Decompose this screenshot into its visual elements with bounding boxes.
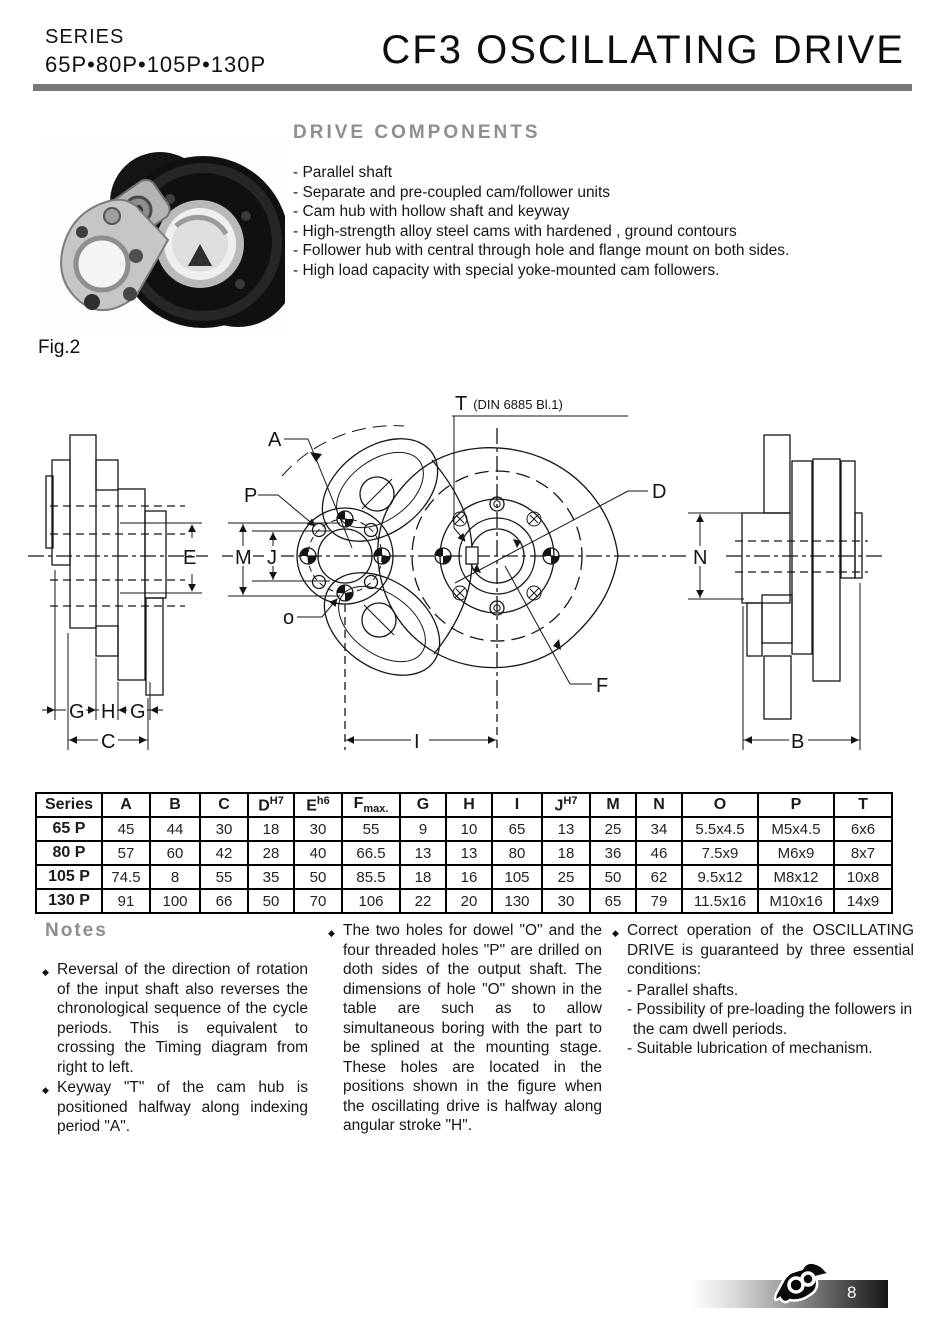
table-cell: 79 xyxy=(636,889,682,913)
table-row xyxy=(36,841,892,865)
dim-label-h: H xyxy=(101,701,116,723)
table-cell: 70 xyxy=(294,889,342,913)
note-condition: - Possibility of pre-loading the followers in the cam dwell periods. xyxy=(627,1001,913,1038)
table-header-cell: $F_{max.}$ xyxy=(342,793,400,817)
table-cell: 9.5x12 xyxy=(682,865,758,889)
dim-label-f: F xyxy=(596,675,609,697)
table-cell: 100 xyxy=(150,889,200,913)
table-cell: 18 xyxy=(248,817,294,841)
note-item: ◆ Keyway "T" of the cam hub is positioned halfway along indexing period "A". xyxy=(42,1078,308,1137)
dim-label-p: P xyxy=(244,485,258,507)
table-cell: 130 xyxy=(492,889,542,913)
list-item: - High-strength alloy steel cams with hardened , ground contours xyxy=(293,222,737,240)
table-header-cell: G xyxy=(400,793,446,817)
dim-label-j: J xyxy=(267,547,277,569)
notes-column-3 xyxy=(612,921,914,1059)
table-header-cell: B xyxy=(150,793,200,817)
table-header-cell: C xyxy=(200,793,248,817)
table-cell: 46 xyxy=(636,841,682,865)
table-header-cell: T xyxy=(834,793,892,817)
page-number: 8 xyxy=(847,1283,857,1302)
table-cell: 30 xyxy=(294,817,342,841)
dim-label-g-right: G xyxy=(130,701,146,723)
table-cell: 85.5 xyxy=(342,865,400,889)
table-cell: 16 xyxy=(446,865,492,889)
table-cell: 11.5x16 xyxy=(682,889,758,913)
table-cell: 5.5x4.5 xyxy=(682,817,758,841)
table-row xyxy=(36,817,892,841)
table-header-cell: $E^{h6}$ xyxy=(294,793,342,817)
table-series-cell: 105 P xyxy=(36,865,102,889)
table-cell: 10 xyxy=(446,817,492,841)
table-series-cell: 65 P xyxy=(36,817,102,841)
list-item: - High load capacity with special yoke-mounted cam followers. xyxy=(293,261,720,279)
dim-label-b: B xyxy=(791,731,805,753)
table-cell: 10x8 xyxy=(834,865,892,889)
dim-label-i: I xyxy=(414,731,420,753)
table-cell: 25 xyxy=(590,817,636,841)
table-cell: 13 xyxy=(446,841,492,865)
dim-label-a: A xyxy=(268,429,282,451)
note-item: ◆ The two holes for dowel "O" and the four threaded holes "P" are drilled on doth sides of the output shaft. The dimensions of hole "O" shown in the table are such as to allow simultaneous boring with the part to be splined at the mounting stage. These holes are located in the positions shown in the figure when the oscillating drive is halfway along angular stroke "H". xyxy=(328,921,602,1136)
notes-heading: Notes xyxy=(45,920,108,941)
table-cell: 20 xyxy=(446,889,492,913)
table-header-cell: $J^{H7}$ xyxy=(542,793,590,817)
table-cell: 35 xyxy=(248,865,294,889)
table-header-cell: M xyxy=(590,793,636,817)
table-cell: 13 xyxy=(542,817,590,841)
drawing-front-view xyxy=(222,393,688,753)
table-cell: 65 xyxy=(590,889,636,913)
table-cell: 42 xyxy=(200,841,248,865)
table-cell: 60 xyxy=(150,841,200,865)
list-item: - Follower hub with central through hole and flange mount on both sides. xyxy=(293,242,790,259)
table-cell: 22 xyxy=(400,889,446,913)
table-cell: 14x9 xyxy=(834,889,892,913)
table-row xyxy=(36,889,892,913)
table-cell: M6x9 xyxy=(758,841,834,865)
table-cell: 106 xyxy=(342,889,400,913)
table-cell: 13 xyxy=(400,841,446,865)
series-label: SERIES xyxy=(45,26,125,48)
table-cell: 18 xyxy=(542,841,590,865)
table-header-cell: O xyxy=(682,793,758,817)
table-header-row xyxy=(36,793,892,817)
dim-label-n: N xyxy=(693,547,708,569)
table-cell: 25 xyxy=(542,865,590,889)
table-cell: 36 xyxy=(590,841,636,865)
dim-label-t: T (DIN 6885 Bl.1) xyxy=(455,393,563,415)
list-item: - Cam hub with hollow shaft and keyway xyxy=(293,203,570,220)
notes-column-1 xyxy=(42,960,308,1138)
header-rule xyxy=(33,84,912,91)
table-cell: 45 xyxy=(102,817,150,841)
table-header-cell: P xyxy=(758,793,834,817)
table-header-cell: N xyxy=(636,793,682,817)
figure-label: Fig.2 xyxy=(38,337,81,358)
table-row xyxy=(36,865,892,889)
dim-label-g-left: G xyxy=(69,701,85,723)
note-condition: - Parallel shafts. xyxy=(627,981,739,999)
series-models: 65P•80P•105P•130P xyxy=(45,52,267,77)
table-cell: 30 xyxy=(200,817,248,841)
dim-label-m: M xyxy=(235,547,252,569)
table-cell: 6x6 xyxy=(834,817,892,841)
table-cell: 30 xyxy=(542,889,590,913)
table-cell: 66 xyxy=(200,889,248,913)
drive-components-list xyxy=(293,163,913,280)
table-cell: 8 xyxy=(150,865,200,889)
brand-logo-icon xyxy=(770,1258,834,1310)
table-cell: 57 xyxy=(102,841,150,865)
list-item: - Parallel shaft xyxy=(293,164,393,181)
notes-column-2 xyxy=(328,921,602,1137)
dimensions-table xyxy=(35,792,893,914)
technical-drawing xyxy=(0,388,943,788)
note-item: ◆ Reversal of the direction of rotation of the input shaft also reverses the chronological sequence of the cycle periods. This is equivalent to crossing the Timing diagram from right to left. xyxy=(42,960,308,1077)
table-cell: 8x7 xyxy=(834,841,892,865)
list-item: - Separate and pre-coupled cam/follower units xyxy=(293,183,611,201)
table-cell: M10x16 xyxy=(758,889,834,913)
table-cell: 7.5x9 xyxy=(682,841,758,865)
table-cell: 50 xyxy=(248,889,294,913)
table-cell: 65 xyxy=(492,817,542,841)
table-header-cell: $D^{H7}$ xyxy=(248,793,294,817)
table-cell: 44 xyxy=(150,817,200,841)
product-photo xyxy=(40,142,285,334)
table-cell: 50 xyxy=(294,865,342,889)
table-header-cell: A xyxy=(102,793,150,817)
drive-components-heading: DRIVE COMPONENTS xyxy=(293,122,541,143)
note-condition: - Suitable lubrication of mechanism. xyxy=(627,1040,873,1057)
table-cell: M8x12 xyxy=(758,865,834,889)
table-cell: 80 xyxy=(492,841,542,865)
table-cell: 91 xyxy=(102,889,150,913)
table-cell: 105 xyxy=(492,865,542,889)
table-series-cell: 130 P xyxy=(36,889,102,913)
table-cell: 55 xyxy=(342,817,400,841)
table-cell: 55 xyxy=(200,865,248,889)
table-series-cell: 80 P xyxy=(36,841,102,865)
dim-label-c: C xyxy=(101,731,116,753)
drawing-right-side-view xyxy=(688,435,882,753)
table-cell: 28 xyxy=(248,841,294,865)
dim-label-o: o xyxy=(283,607,295,629)
table-cell: 9 xyxy=(400,817,446,841)
page-title: CF3 OSCILLATING DRIVE xyxy=(381,28,905,72)
dim-label-d: D xyxy=(652,481,667,503)
table-cell: 18 xyxy=(400,865,446,889)
table-cell: 40 xyxy=(294,841,342,865)
dim-label-e: E xyxy=(183,547,197,569)
table-cell: 34 xyxy=(636,817,682,841)
drawing-left-side-view xyxy=(28,435,208,753)
table-cell: 62 xyxy=(636,865,682,889)
table-cell: 50 xyxy=(590,865,636,889)
table-cell: 74.5 xyxy=(102,865,150,889)
table-header-cell: Series xyxy=(36,793,102,817)
note-item: ◆ Correct operation of the OSCILLATING DRIVE is guaranteed by three essential conditions: xyxy=(612,921,914,980)
table-cell: 66.5 xyxy=(342,841,400,865)
table-header-cell: I xyxy=(492,793,542,817)
table-cell: M5x4.5 xyxy=(758,817,834,841)
table-header-cell: H xyxy=(446,793,492,817)
